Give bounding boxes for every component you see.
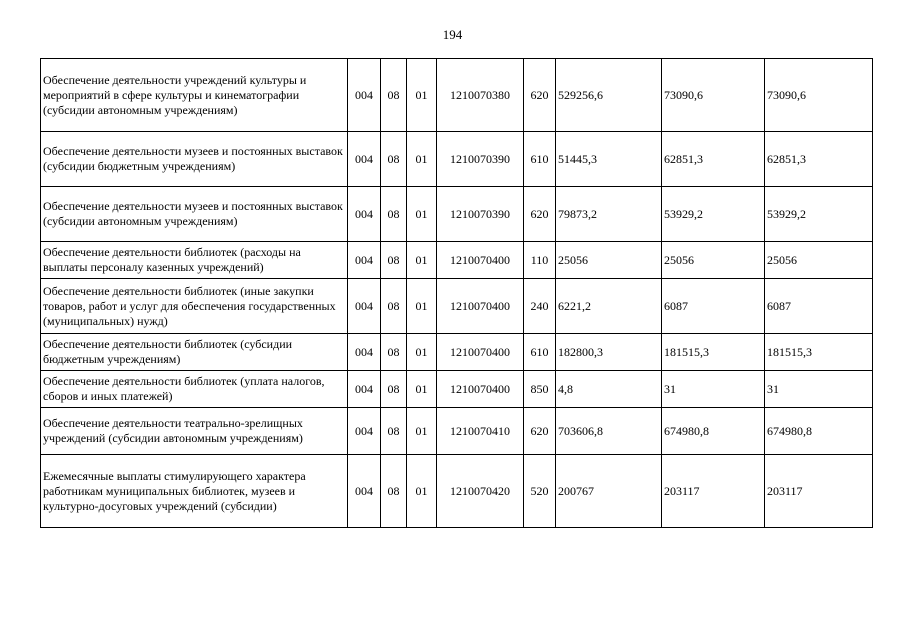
ministry-code: 004 <box>348 279 381 334</box>
expense-type-code: 620 <box>524 408 556 455</box>
amount-year-1: 6221,2 <box>556 279 662 334</box>
ministry-code: 004 <box>348 132 381 187</box>
ministry-code: 004 <box>348 59 381 132</box>
expense-type-code: 520 <box>524 455 556 528</box>
subsection-code: 01 <box>407 408 437 455</box>
target-article-code: 1210070380 <box>437 59 524 132</box>
subsection-code: 01 <box>407 371 437 408</box>
amount-year-3: 31 <box>765 371 873 408</box>
amount-year-3: 203117 <box>765 455 873 528</box>
section-code: 08 <box>381 371 407 408</box>
ministry-code: 004 <box>348 455 381 528</box>
row-description: Обеспечение деятельности библиотек (иные закупки товаров, работ и услуг для обеспечения государственных (муниципальных) нужд) <box>41 279 348 334</box>
amount-year-1: 79873,2 <box>556 187 662 242</box>
page-number: 194 <box>442 27 463 42</box>
subsection-code: 01 <box>407 242 437 279</box>
target-article-code: 1210070400 <box>437 371 524 408</box>
row-description: Обеспечение деятельности библиотек (субсидии бюджетным учреждениям) <box>41 334 348 371</box>
subsection-code: 01 <box>407 132 437 187</box>
amount-year-3: 674980,8 <box>765 408 873 455</box>
target-article-code: 1210070400 <box>437 334 524 371</box>
row-description: Обеспечение деятельности музеев и постоянных выставок (субсидии бюджетным учреждениям) <box>41 132 348 187</box>
row-description: Обеспечение деятельности библиотек (уплата налогов, сборов и иных платежей) <box>41 371 348 408</box>
table-row <box>41 242 873 279</box>
section-code: 08 <box>381 279 407 334</box>
amount-year-3: 181515,3 <box>765 334 873 371</box>
ministry-code: 004 <box>348 334 381 371</box>
amount-year-3: 53929,2 <box>765 187 873 242</box>
section-code: 08 <box>381 132 407 187</box>
amount-year-2: 53929,2 <box>662 187 765 242</box>
amount-year-2: 73090,6 <box>662 59 765 132</box>
ministry-code: 004 <box>348 408 381 455</box>
amount-year-2: 181515,3 <box>662 334 765 371</box>
expense-type-code: 620 <box>524 187 556 242</box>
subsection-code: 01 <box>407 279 437 334</box>
amount-year-2: 674980,8 <box>662 408 765 455</box>
table-row <box>41 334 873 371</box>
section-code: 08 <box>381 334 407 371</box>
expense-type-code: 610 <box>524 132 556 187</box>
row-description: Обеспечение деятельности библиотек (расходы на выплаты персоналу казенных учреждений) <box>41 242 348 279</box>
row-description: Обеспечение деятельности театрально-зрелищных учреждений (субсидии автономным учреждениям) <box>41 408 348 455</box>
target-article-code: 1210070410 <box>437 408 524 455</box>
expense-type-code: 610 <box>524 334 556 371</box>
target-article-code: 1210070420 <box>437 455 524 528</box>
amount-year-1: 529256,6 <box>556 59 662 132</box>
table-row <box>41 59 873 132</box>
table-row <box>41 408 873 455</box>
expense-type-code: 110 <box>524 242 556 279</box>
amount-year-2: 62851,3 <box>662 132 765 187</box>
section-code: 08 <box>381 455 407 528</box>
amount-year-1: 51445,3 <box>556 132 662 187</box>
ministry-code: 004 <box>348 187 381 242</box>
subsection-code: 01 <box>407 455 437 528</box>
amount-year-1: 200767 <box>556 455 662 528</box>
amount-year-2: 25056 <box>662 242 765 279</box>
amount-year-1: 182800,3 <box>556 334 662 371</box>
target-article-code: 1210070390 <box>437 132 524 187</box>
row-description: Ежемесячные выплаты стимулирующего характера работникам муниципальных библиотек, музеев и культурно-досуговых учреждений (субсидии) <box>41 455 348 528</box>
amount-year-2: 31 <box>662 371 765 408</box>
amount-year-3: 62851,3 <box>765 132 873 187</box>
amount-year-1: 703606,8 <box>556 408 662 455</box>
target-article-code: 1210070400 <box>437 279 524 334</box>
amount-year-3: 6087 <box>765 279 873 334</box>
section-code: 08 <box>381 408 407 455</box>
subsection-code: 01 <box>407 334 437 371</box>
table-row <box>41 455 873 528</box>
budget-table <box>40 58 873 528</box>
subsection-code: 01 <box>407 59 437 132</box>
amount-year-2: 6087 <box>662 279 765 334</box>
section-code: 08 <box>381 59 407 132</box>
target-article-code: 1210070400 <box>437 242 524 279</box>
table-row <box>41 132 873 187</box>
amount-year-2: 203117 <box>662 455 765 528</box>
subsection-code: 01 <box>407 187 437 242</box>
amount-year-1: 4,8 <box>556 371 662 408</box>
amount-year-3: 73090,6 <box>765 59 873 132</box>
ministry-code: 004 <box>348 371 381 408</box>
section-code: 08 <box>381 242 407 279</box>
amount-year-1: 25056 <box>556 242 662 279</box>
row-description: Обеспечение деятельности учреждений культуры и мероприятий в сфере культуры и кинематографии (субсидии автономным учреждениям) <box>41 59 348 132</box>
table-row <box>41 279 873 334</box>
expense-type-code: 850 <box>524 371 556 408</box>
section-code: 08 <box>381 187 407 242</box>
expense-type-code: 620 <box>524 59 556 132</box>
target-article-code: 1210070390 <box>437 187 524 242</box>
expense-type-code: 240 <box>524 279 556 334</box>
table-row <box>41 187 873 242</box>
ministry-code: 004 <box>348 242 381 279</box>
table-row <box>41 371 873 408</box>
amount-year-3: 25056 <box>765 242 873 279</box>
row-description: Обеспечение деятельности музеев и постоянных выставок (субсидии автономным учреждениям) <box>41 187 348 242</box>
